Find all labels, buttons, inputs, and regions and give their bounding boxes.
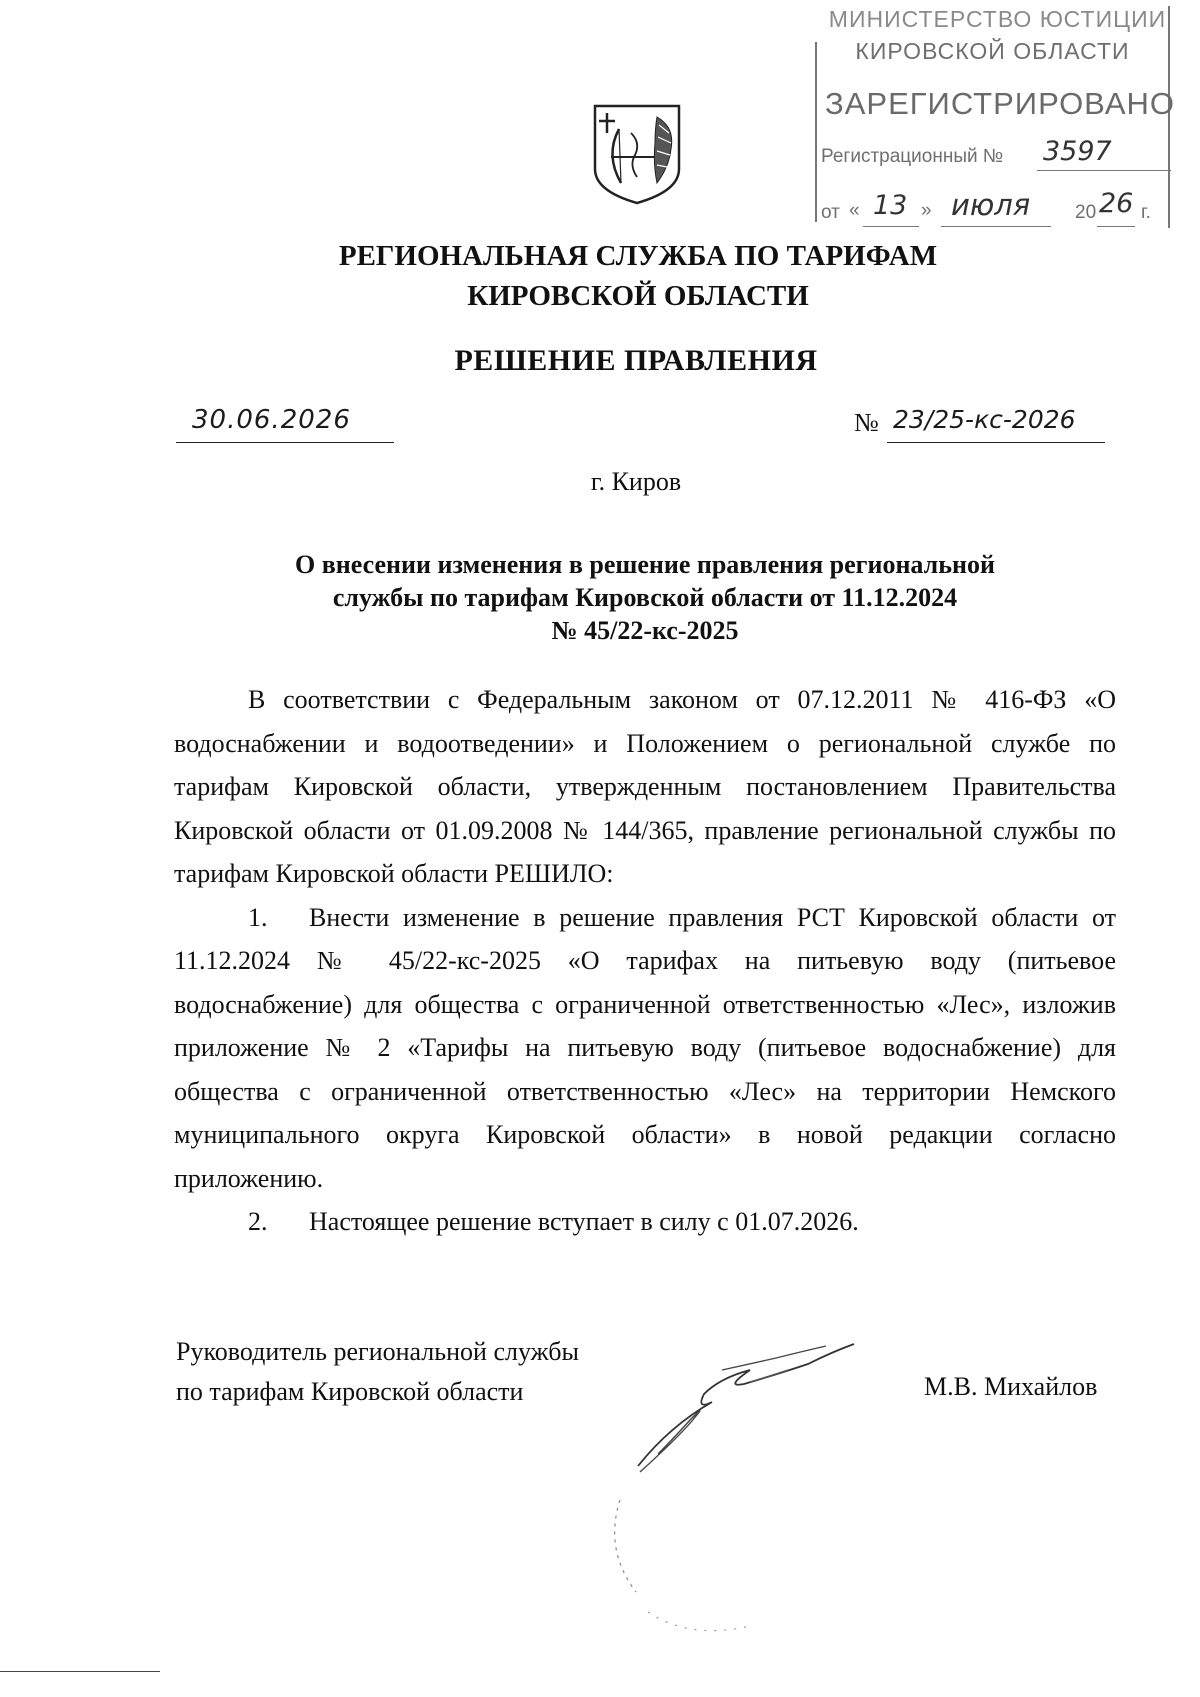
document-subject — [180, 548, 1110, 647]
subject-line3: № 45/22-кс-2025 — [551, 616, 739, 645]
agency-name-line1: РЕГИОНАЛЬНАЯ СЛУЖБА ПО ТАРИФАМ — [338, 240, 938, 272]
stamp-ministry-line1: МИНИСТЕРСТВО ЮСТИЦИИ — [828, 6, 1167, 32]
document-date: 30.06.2026 — [176, 405, 394, 443]
stamp-day-underline — [863, 226, 919, 227]
signer-name: М.В. Михайлов — [924, 1372, 1098, 1401]
item-number: 1. — [248, 902, 268, 932]
stamp-frame-left — [815, 42, 817, 222]
document-body — [174, 678, 1116, 1244]
stamp-close-quote: » — [921, 200, 932, 221]
stamp-month-underline — [941, 226, 1051, 227]
stamp-year-unit: г. — [1141, 202, 1151, 223]
stamp-reg-number: 3597 — [1037, 136, 1171, 171]
item-text: Настоящее решение вступает в силу с 01.07.2026. — [309, 1207, 859, 1236]
footer-rule — [0, 1671, 160, 1672]
subject-line1: О внесении изменения в решение правления региональной — [295, 550, 995, 579]
stamp-reg-label: Регистрационный № — [821, 146, 1004, 167]
signer-title-line2: по тарифам Кировской области — [176, 1377, 524, 1406]
stamp-year-suffix: 26 — [1099, 188, 1134, 219]
stamp-date-prefix: от — [821, 202, 840, 223]
signer-title — [176, 1332, 579, 1412]
stamp-ministry-line2: КИРОВСКОЙ ОБЛАСТИ — [855, 38, 1130, 64]
item-number: 2. — [248, 1207, 268, 1236]
stamp-year-underline — [1097, 226, 1135, 227]
stamp-day: 13 — [873, 190, 908, 221]
stamp-date — [821, 188, 1171, 226]
signer-title-line1: Руководитель региональной службы — [176, 1337, 579, 1366]
stamp-month: июля — [951, 188, 1031, 222]
registration-stamp — [815, 6, 1176, 228]
subject-line2: службы по тарифам Кировской области от 11.12.2024 — [332, 583, 958, 612]
number-sign: № — [854, 408, 879, 437]
kirov-coat-of-arms-icon — [591, 103, 683, 205]
document-type: РЕШЕНИЕ ПРАВЛЕНИЯ — [454, 344, 818, 377]
stamp-status: ЗАРЕГИСТРИРОВАНО — [825, 86, 1176, 121]
handwritten-signature-icon — [600, 1330, 930, 1640]
document-number: 23/25-кс-2026 — [887, 405, 1105, 443]
list-item — [174, 896, 1116, 1201]
intro-paragraph: В соответствии с Федеральным законом от 07.12.2011 № 416-ФЗ «О водоснабжении и водоотведении» и Положением о региональной службе по тарифам Кировской области, утвержденным постановлением Правительства Кировской области от 01.09.2008 № 144/365, правление региональной службы по тарифам Кировской области РЕШИЛО: — [174, 685, 1116, 888]
list-item — [174, 1200, 1116, 1244]
item-text: Внести изменение в решение правления РСТ Кировской области от 11.12.2024 № 45/22-кс-2025 «О тарифах на питьевую воду (питьевое водоснабжение) для общества с ограниченной ответственностью «Лес», изложив приложение № 2 «Тарифы на питьевую воду (питьевое водоснабжение) для общества с ограниченной ответственностью «Лес» на территории Немского муниципального округа Кировской области» в новой редакции согласно приложению. — [174, 902, 1116, 1193]
agency-name — [0, 236, 1200, 316]
stamp-year-prefix: 20 — [1075, 202, 1097, 223]
agency-name-line2: КИРОВСКОЙ ОБЛАСТИ — [467, 280, 809, 312]
city: г. Киров — [590, 467, 682, 496]
stamp-open-quote: « — [849, 200, 860, 221]
